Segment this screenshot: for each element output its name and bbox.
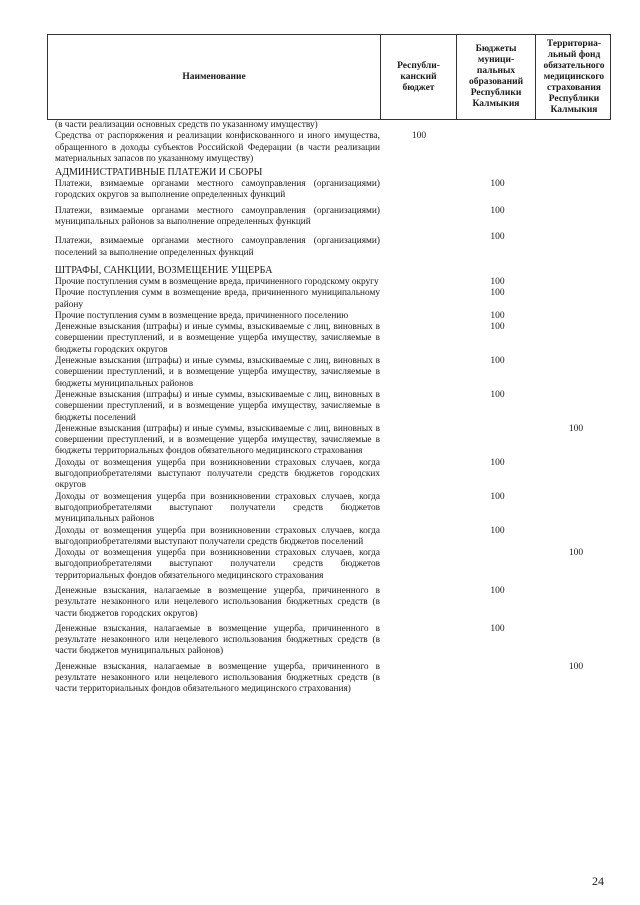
row-mun: 100 xyxy=(490,179,505,190)
table-row xyxy=(55,311,615,322)
row-mun: 100 xyxy=(490,525,505,536)
header-name: Наименование xyxy=(48,35,381,119)
row-name: Платежи, взимаемые органами местного самоуправления (организациями) городских округов за выполнение определенных функций xyxy=(55,179,380,201)
row-name: Доходы от возмещения ущерба при возникновении страховых случаев, когда выгодоприобретателями выступают получатели средств бюджетов территориальных фондов обязательного медицинского страхования xyxy=(55,548,380,581)
row-rep xyxy=(380,322,458,356)
row-mun: 100 xyxy=(490,205,505,216)
header-republic-budget: Республи- канский бюджет xyxy=(381,35,457,119)
row-mun: 100 xyxy=(490,457,505,468)
row-fund xyxy=(537,492,615,526)
row-rep xyxy=(380,263,458,277)
table-row xyxy=(55,232,615,259)
row-mun xyxy=(458,424,537,458)
row-name: Платежи, взимаемые органами местного самоуправления (организациями) муниципальных районов за выполнение определенных функций xyxy=(55,205,380,228)
row-rep xyxy=(380,624,458,658)
row-mun: 100 xyxy=(490,232,505,243)
row-rep xyxy=(380,492,458,526)
table-row xyxy=(55,492,615,526)
row-mun xyxy=(458,120,537,131)
table-row xyxy=(55,131,615,165)
row-fund xyxy=(537,288,615,311)
table-row xyxy=(55,662,615,696)
row-rep xyxy=(380,390,458,424)
row-fund xyxy=(537,131,615,165)
row-mun: 100 xyxy=(490,356,505,367)
row-name: Доходы от возмещения ущерба при возникновении страховых случаев, когда выгодоприобретателями выступают получатели средств бюджетов городских округов xyxy=(55,457,380,491)
table-row xyxy=(55,120,615,131)
section-title: ШТРАФЫ, САНКЦИИ, ВОЗМЕЩЕНИЕ УЩЕРБА xyxy=(55,264,273,276)
table-header xyxy=(47,34,611,120)
row-name: Денежные взыскания (штрафы) и иные суммы, взыскиваемые с лиц, виновных в совершении преступлений, и в возмещение ущерба имуществу, зачисляемые в бюджеты территориальных фондов обязательного медицинского страхования xyxy=(55,423,380,457)
row-rep xyxy=(380,526,458,549)
row-mun xyxy=(458,662,537,696)
row-name: Доходы от возмещения ущерба при возникновении страховых случаев, когда выгодоприобретателями выступают получатели средств бюджетов муниципальных районов xyxy=(55,491,380,525)
row-name: Денежные взыскания (штрафы) и иные суммы, взыскиваемые с лиц, виновных в совершении преступлений, и в возмещение ущерба имуществу, зачисляемые в бюджеты городских округов xyxy=(55,322,380,355)
row-rep xyxy=(380,662,458,696)
row-fund xyxy=(537,120,615,131)
row-name: Доходы от возмещения ущерба при возникновении страховых случаев, когда выгодоприобретателями выступают получатели средств бюджетов поселений xyxy=(55,525,380,547)
row-fund xyxy=(537,458,615,492)
row-name: Денежные взыскания (штрафы) и иные суммы, взыскиваемые с лиц, виновных в совершении преступлений, и в возмещение ущерба имуществу, зачисляемые в бюджеты муниципальных районов xyxy=(55,356,380,389)
row-name: Прочие поступления сумм в возмещение вреда, причиненного муниципальному району xyxy=(55,288,380,310)
row-rep xyxy=(380,277,458,288)
row-name: Денежные взыскания, налагаемые в возмещение ущерба, причиненного в результате незаконного или нецелевого использования бюджетных средств (в части бюджетов муниципальных районов) xyxy=(55,623,380,657)
header-municipal-budgets: Бюджеты муници- пальных образований Республики Калмыкия xyxy=(457,35,536,119)
row-rep xyxy=(380,179,458,202)
row-fund xyxy=(537,322,615,356)
row-rep xyxy=(380,548,458,582)
row-rep xyxy=(380,120,458,131)
row-mun: 100 xyxy=(490,623,505,634)
row-mun: 100 xyxy=(490,288,505,299)
row-fund xyxy=(537,277,615,288)
table-row xyxy=(55,277,615,288)
row-fund xyxy=(537,232,615,259)
row-rep xyxy=(380,165,458,179)
table-row xyxy=(55,356,615,390)
table-row xyxy=(55,526,615,549)
page-number: 24 xyxy=(592,874,604,888)
section-title: АДМИНИСТРАТИВНЫЕ ПЛАТЕЖИ И СБОРЫ xyxy=(55,167,263,179)
table-row xyxy=(55,179,615,202)
row-mun: 100 xyxy=(490,276,505,287)
row-fund: 100 xyxy=(568,548,584,559)
row-name: Денежные взыскания, налагаемые в возмещение ущерба, причиненного в результате незаконного или нецелевого использования бюджетных средств (в части территориальных фондов обязательного медицинского страхования) xyxy=(55,661,380,695)
row-fund xyxy=(537,586,615,620)
row-rep xyxy=(380,311,458,322)
row-name: (в части реализации основных средств по указанному имуществу) xyxy=(55,120,318,130)
row-fund xyxy=(537,179,615,202)
section-row xyxy=(55,165,615,179)
row-name: Средства от распоряжения и реализации конфискованного и иного имущества, обращенного в доходы субъектов Российской Федерации (в части реализации материальных запасов по указанному имуществу) xyxy=(55,131,380,164)
row-rep xyxy=(380,288,458,311)
row-fund xyxy=(537,526,615,549)
row-rep xyxy=(380,424,458,458)
table-row xyxy=(55,548,615,582)
section-row xyxy=(55,263,615,277)
row-mun: 100 xyxy=(490,310,505,321)
row-mun: 100 xyxy=(490,491,505,502)
row-name: Денежные взыскания (штрафы) и иные суммы, взыскиваемые с лиц, виновных в совершении преступлений, и в возмещение ущерба имуществу, зачисляемые в бюджеты поселений xyxy=(55,389,380,423)
row-rep xyxy=(380,458,458,492)
table-row xyxy=(55,390,615,424)
row-mun: 100 xyxy=(490,322,505,333)
row-fund xyxy=(537,165,615,179)
table-row xyxy=(55,586,615,620)
row-rep xyxy=(380,232,458,259)
row-mun xyxy=(458,548,537,582)
row-mun: 100 xyxy=(490,389,505,400)
table-row xyxy=(55,288,615,311)
row-mun xyxy=(458,131,537,165)
row-name: Прочие поступления сумм в возмещение вреда, причиненного поселению xyxy=(55,310,349,321)
row-rep xyxy=(380,206,458,229)
row-rep: 100 xyxy=(411,131,427,142)
row-fund xyxy=(537,624,615,658)
row-fund xyxy=(537,311,615,322)
row-name: Денежные взыскания, налагаемые в возмещение ущерба, причиненного в результате незаконного или нецелевого использования бюджетных средств (в части бюджетов городских округов) xyxy=(55,585,380,619)
row-name: Платежи, взимаемые органами местного самоуправления (организациями) поселений за выполнение определенных функций xyxy=(55,236,380,258)
table-body xyxy=(55,120,615,696)
row-fund xyxy=(537,356,615,390)
row-fund xyxy=(537,390,615,424)
row-mun xyxy=(458,263,537,277)
row-rep xyxy=(380,356,458,390)
table-row xyxy=(55,624,615,658)
row-fund: 100 xyxy=(568,423,584,434)
row-mun: 100 xyxy=(490,585,505,596)
row-mun xyxy=(458,165,537,179)
table-row xyxy=(55,206,615,229)
row-name: Прочие поступления сумм в возмещение вреда, причиненного городскому округу xyxy=(55,276,379,287)
row-rep xyxy=(380,586,458,620)
table-row xyxy=(55,424,615,458)
row-fund: 100 xyxy=(568,661,584,672)
header-medical-fund: Территориа- льный фонд обязательного медицинского страхования Республики Калмыкия xyxy=(543,38,605,115)
row-fund xyxy=(537,206,615,229)
table-row xyxy=(55,322,615,356)
table-row xyxy=(55,458,615,492)
row-fund xyxy=(537,263,615,277)
